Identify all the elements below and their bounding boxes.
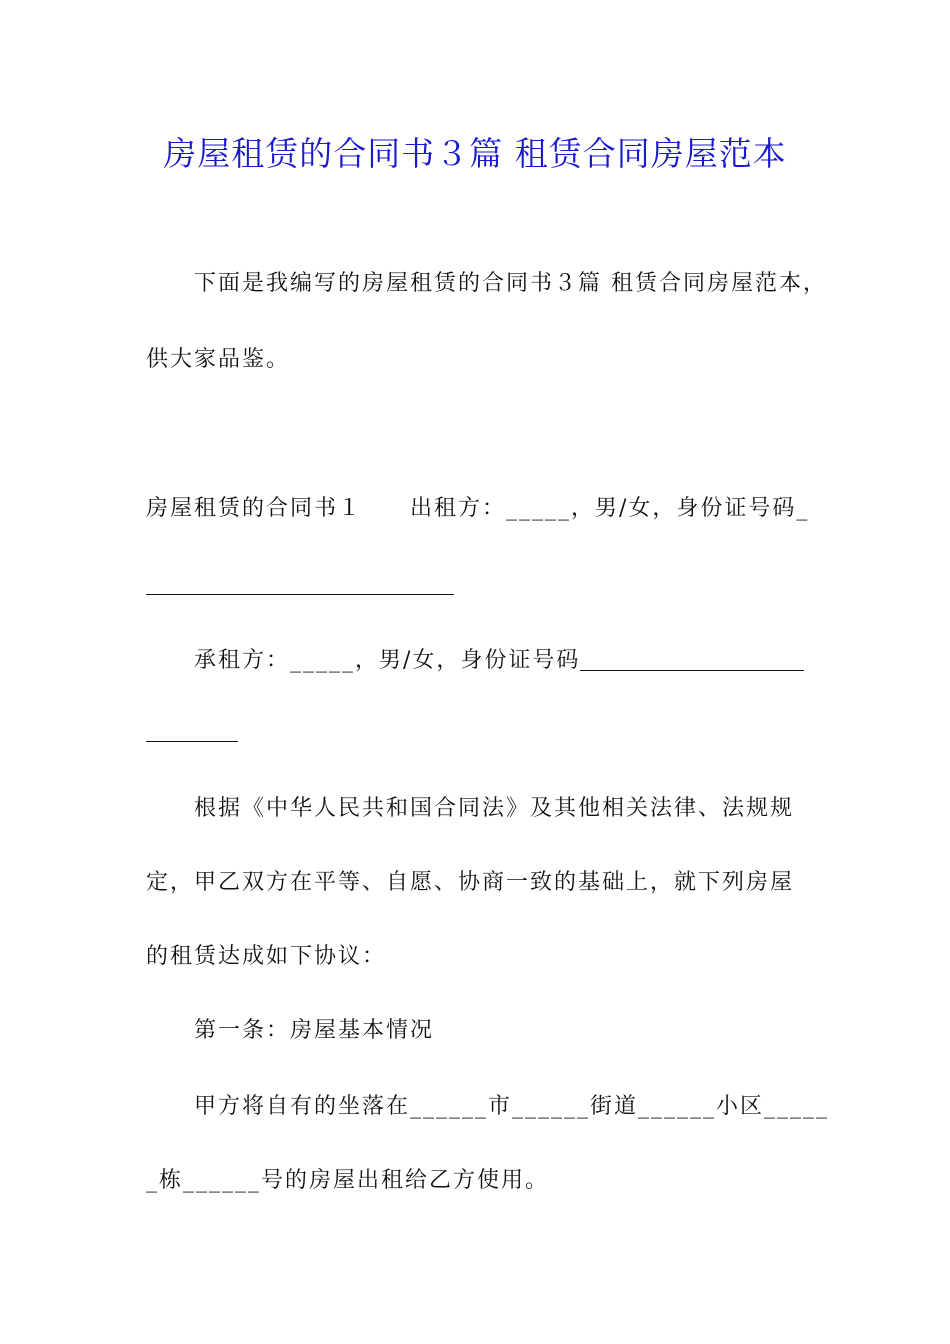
id-number-underline-2b (146, 741, 238, 742)
basis-line-2: 定，甲乙双方在平等、自愿、协商一致的基础上，就下列房屋 (146, 870, 795, 895)
section1-lessor-line: 房屋租赁的合同书１ 出租方：_____，男/女，身份证号码_ (146, 496, 810, 521)
intro-line-2: 供大家品鉴。 (146, 347, 291, 372)
article1-line-2: _栋______号的房屋出租给乙方使用。 (146, 1168, 550, 1193)
id-number-underline-2a (580, 670, 804, 671)
article1-heading: 第一条：房屋基本情况 (194, 1018, 435, 1043)
intro-line-1: 下面是我编写的房屋租赁的合同书３篇 租赁合同房屋范本， (194, 271, 827, 296)
basis-line-1: 根据《中华人民共和国合同法》及其他相关法律、法规规 (194, 796, 795, 821)
document-title: 房屋租赁的合同书３篇 租赁合同房屋范本 (163, 134, 787, 173)
basis-line-3: 的租赁达成如下协议： (146, 944, 387, 969)
id-number-underline-1 (146, 594, 454, 595)
lessee-line: 承租方：_____，男/女，身份证号码 (194, 648, 581, 673)
article1-line-1: 甲方将自有的坐落在______市______街道______小区_____ (194, 1094, 830, 1119)
